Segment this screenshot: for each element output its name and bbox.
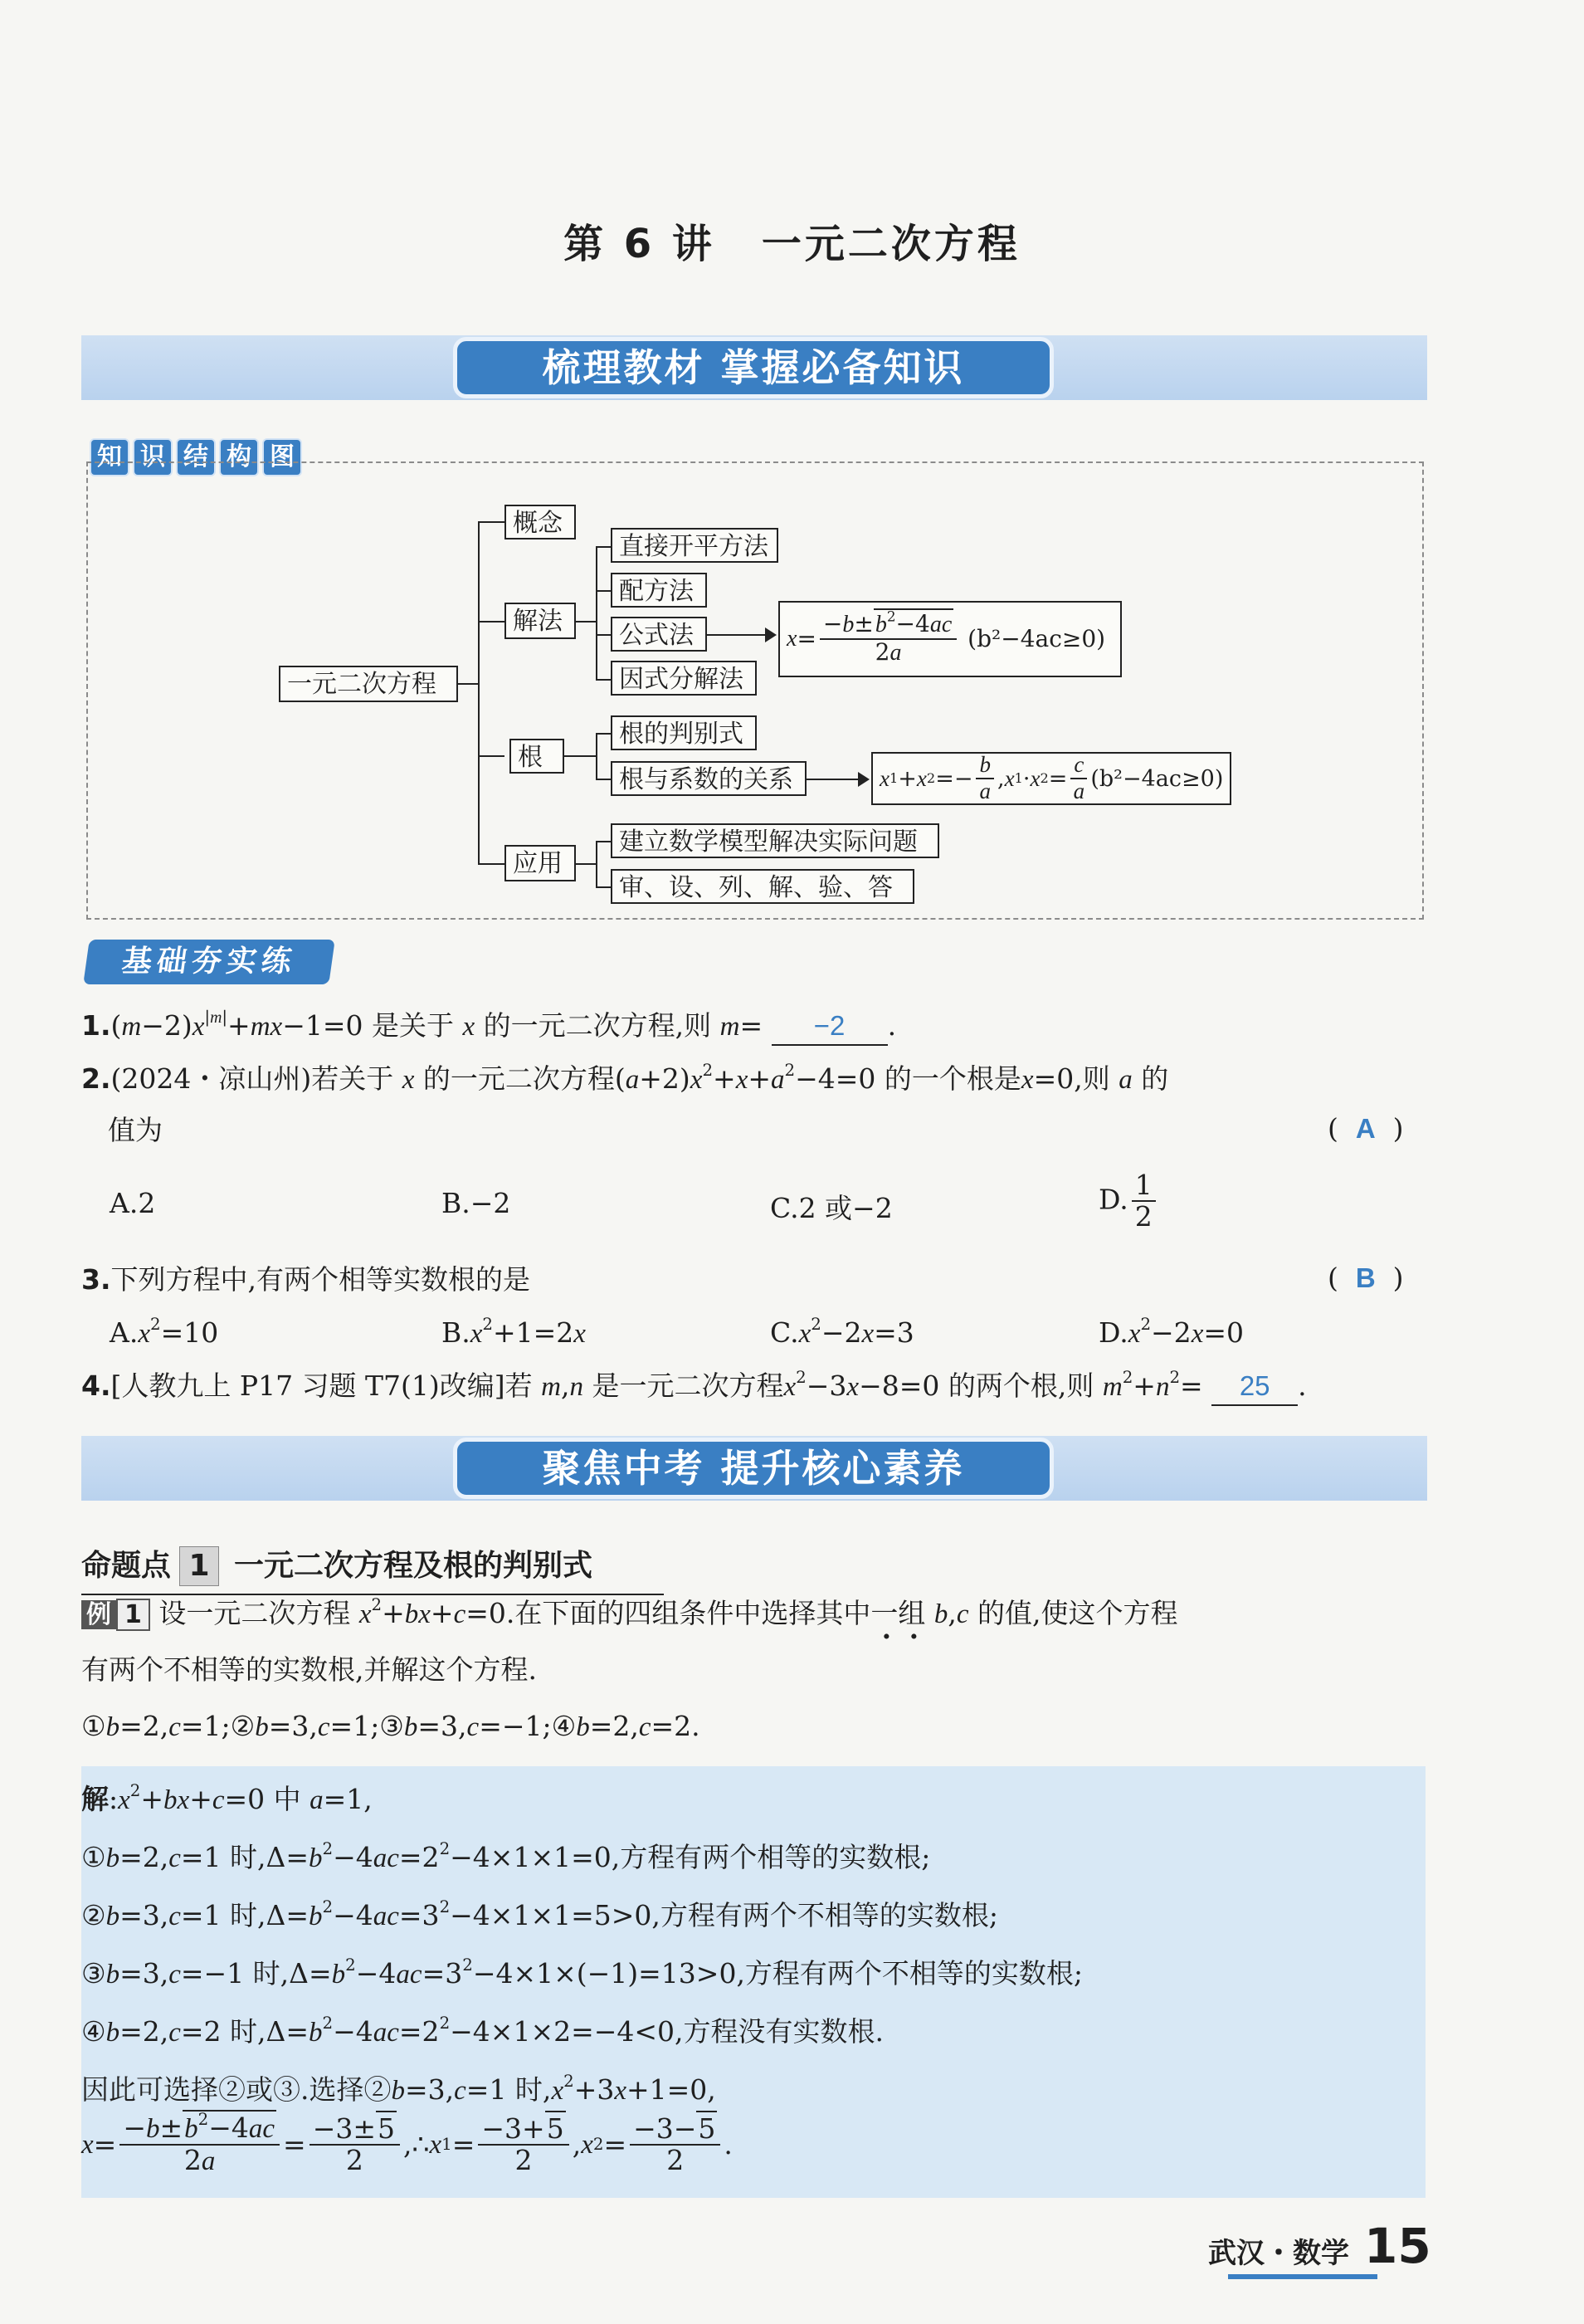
knowledge-map-tag: 知 识 结 构 图 bbox=[90, 438, 302, 476]
example-1-cont: 有两个不相等的实数根,并解这个方程. bbox=[81, 1653, 537, 1686]
proposition-point-header: 命题点 1 一元二次方程及根的判别式 bbox=[81, 1542, 592, 1586]
kmap-root-node: 根 bbox=[509, 739, 564, 774]
q2-option-b: B.−2 bbox=[441, 1187, 511, 1219]
question-3-answer: ( B ) bbox=[1328, 1262, 1404, 1294]
solution-line-4: ③b=3,c=−1 时$,\Delta=b^2-4ac=3^2-4\times 1\times(-1)=13>0$,方程有两个不相等的实数根; bbox=[81, 1955, 1084, 1990]
solution-line-6: 因此可选择②或③.选择②b=3,c=1 时$,x^2+3x+1=0$, bbox=[81, 2072, 716, 2106]
q3-option-d: $D.x^2-2x=0$ bbox=[1099, 1315, 1244, 1349]
kmap-vieta: 根与系数的关系 bbox=[611, 761, 807, 796]
kmap-concept: 概念 bbox=[504, 505, 576, 540]
kmap-apply: 应用 bbox=[504, 845, 576, 881]
answer-q4: 25 bbox=[1239, 1370, 1270, 1401]
section-title-exam: 聚焦中考 提升核心素养 bbox=[453, 1438, 1054, 1499]
section-banner-exam bbox=[81, 1436, 1427, 1501]
q2-option-c: C.2 或−2 bbox=[770, 1192, 893, 1224]
kmap-quadratic-formula: x = $\frac{-b\pm b^2-4ac}{2a}$ (b²−4ac≥0) bbox=[778, 601, 1122, 677]
kmap-solve: 解法 bbox=[504, 603, 576, 639]
kmap-method-factor: 因式分解法 bbox=[611, 661, 757, 696]
question-2: 2.(2024・凉山州)若关于 x 的一元二次方程$(a+2)x^2+x+a^2-4=0$ 的一个根是x=0,则 a 的 bbox=[81, 1061, 1169, 1095]
kmap-method-complete: 配方法 bbox=[611, 573, 707, 608]
solution-line-1: 解$:x^2+bx+c=0$ 中 a=1, bbox=[81, 1781, 373, 1815]
kmap-method-sqrt: 直接开平方法 bbox=[611, 528, 778, 563]
basic-practice-tag: 基础夯实练 bbox=[83, 940, 335, 984]
q2-option-a: A.2 bbox=[110, 1187, 156, 1219]
kmap-app-model: 建立数学模型解决实际问题 bbox=[611, 823, 939, 858]
question-2-answer: ( A ) bbox=[1328, 1112, 1404, 1145]
solution-line-2: ①b=2,c=1 时$,\Delta=b^2-4ac=2^2-4\times 1\times 1=0$,方程有两个相等的实数根; bbox=[81, 1839, 931, 1873]
q3-option-c: $C.x^2-2x=3$ bbox=[770, 1315, 914, 1349]
example-tag: 例 1 bbox=[81, 1598, 150, 1633]
page-number: 15 bbox=[1364, 2218, 1431, 2274]
q3-option-a: $A.x^2=10$ bbox=[110, 1315, 219, 1349]
q3-option-b: $B.x^2+1=2x$ bbox=[441, 1315, 586, 1349]
solution-line-5: ④b=2,c=2 时$,\Delta=b^2-4ac=2^2-4\times 1\times 2=-4<0$,方程没有实数根. bbox=[81, 2014, 885, 2048]
solution-line-3: ②b=3,c=1 时$,\Delta=b^2-4ac=3^2-4\times 1\times 1=5>0$,方程有两个不相等的实数根; bbox=[81, 1897, 998, 1931]
section-title-knowledge: 梳理教材 掌握必备知识 bbox=[453, 337, 1054, 398]
example-1-conditions: ①b=2,c=1;②b=3,c=1;③b=3,c=−1;④b=2,c=2. bbox=[81, 1710, 700, 1742]
solution-line-7: x = $\frac{-b\pm b^2-4ac}{2a}$ = $\frac{-3\pm 5}{2}$ ,∴ x 1 = $\frac{-3+5}{2}$ , x 2 = $\frac{-3-5}{2}$ . bbox=[81, 2110, 733, 2177]
answer-q1: −2 bbox=[813, 1010, 846, 1041]
kmap-vieta-formula: x 1 + x 2 =− $\frac{b}{a}$ , x 1 · x 2 = $\frac{c}{a}$ (b²−4ac≥0) bbox=[871, 752, 1231, 805]
page-footer: 武汉・数学 15 bbox=[1208, 2218, 1431, 2274]
section-banner-knowledge bbox=[81, 335, 1427, 400]
kmap-discriminant: 根的判别式 bbox=[611, 715, 757, 750]
example-1: 例 1 设一元二次方程 $x^2+bx+c=0$.在下面的四组条件中选择其中一组 b,c 的值,使这个方程 bbox=[81, 1595, 1178, 1633]
kmap-root: 一元二次方程 bbox=[279, 666, 458, 702]
question-2-cont: 值为 bbox=[108, 1114, 163, 1146]
question-1: $1.(m-2)x^{|m|}+mx-1=0$ 是关于 x 的一元二次方程,则 m= −2 . bbox=[81, 1008, 896, 1046]
question-4: 4.[人教九上 P17 习题 T7(1)改编]若 m,n 是一元二次方程$x^2-3x-8=0$ 的两个根,则 $m^2+n^2= 25$ . bbox=[81, 1368, 1307, 1406]
knowledge-map bbox=[86, 461, 1424, 920]
q2-option-d: D. $\frac{1}{2}$ bbox=[1099, 1170, 1159, 1233]
kmap-app-steps: 审、设、列、解、验、答 bbox=[611, 869, 914, 904]
question-3: 3.下列方程中,有两个相等实数根的是 bbox=[81, 1263, 530, 1296]
kmap-method-formula: 公式法 bbox=[611, 617, 707, 652]
page-title: 第 6 讲 一元二次方程 bbox=[563, 221, 1021, 267]
